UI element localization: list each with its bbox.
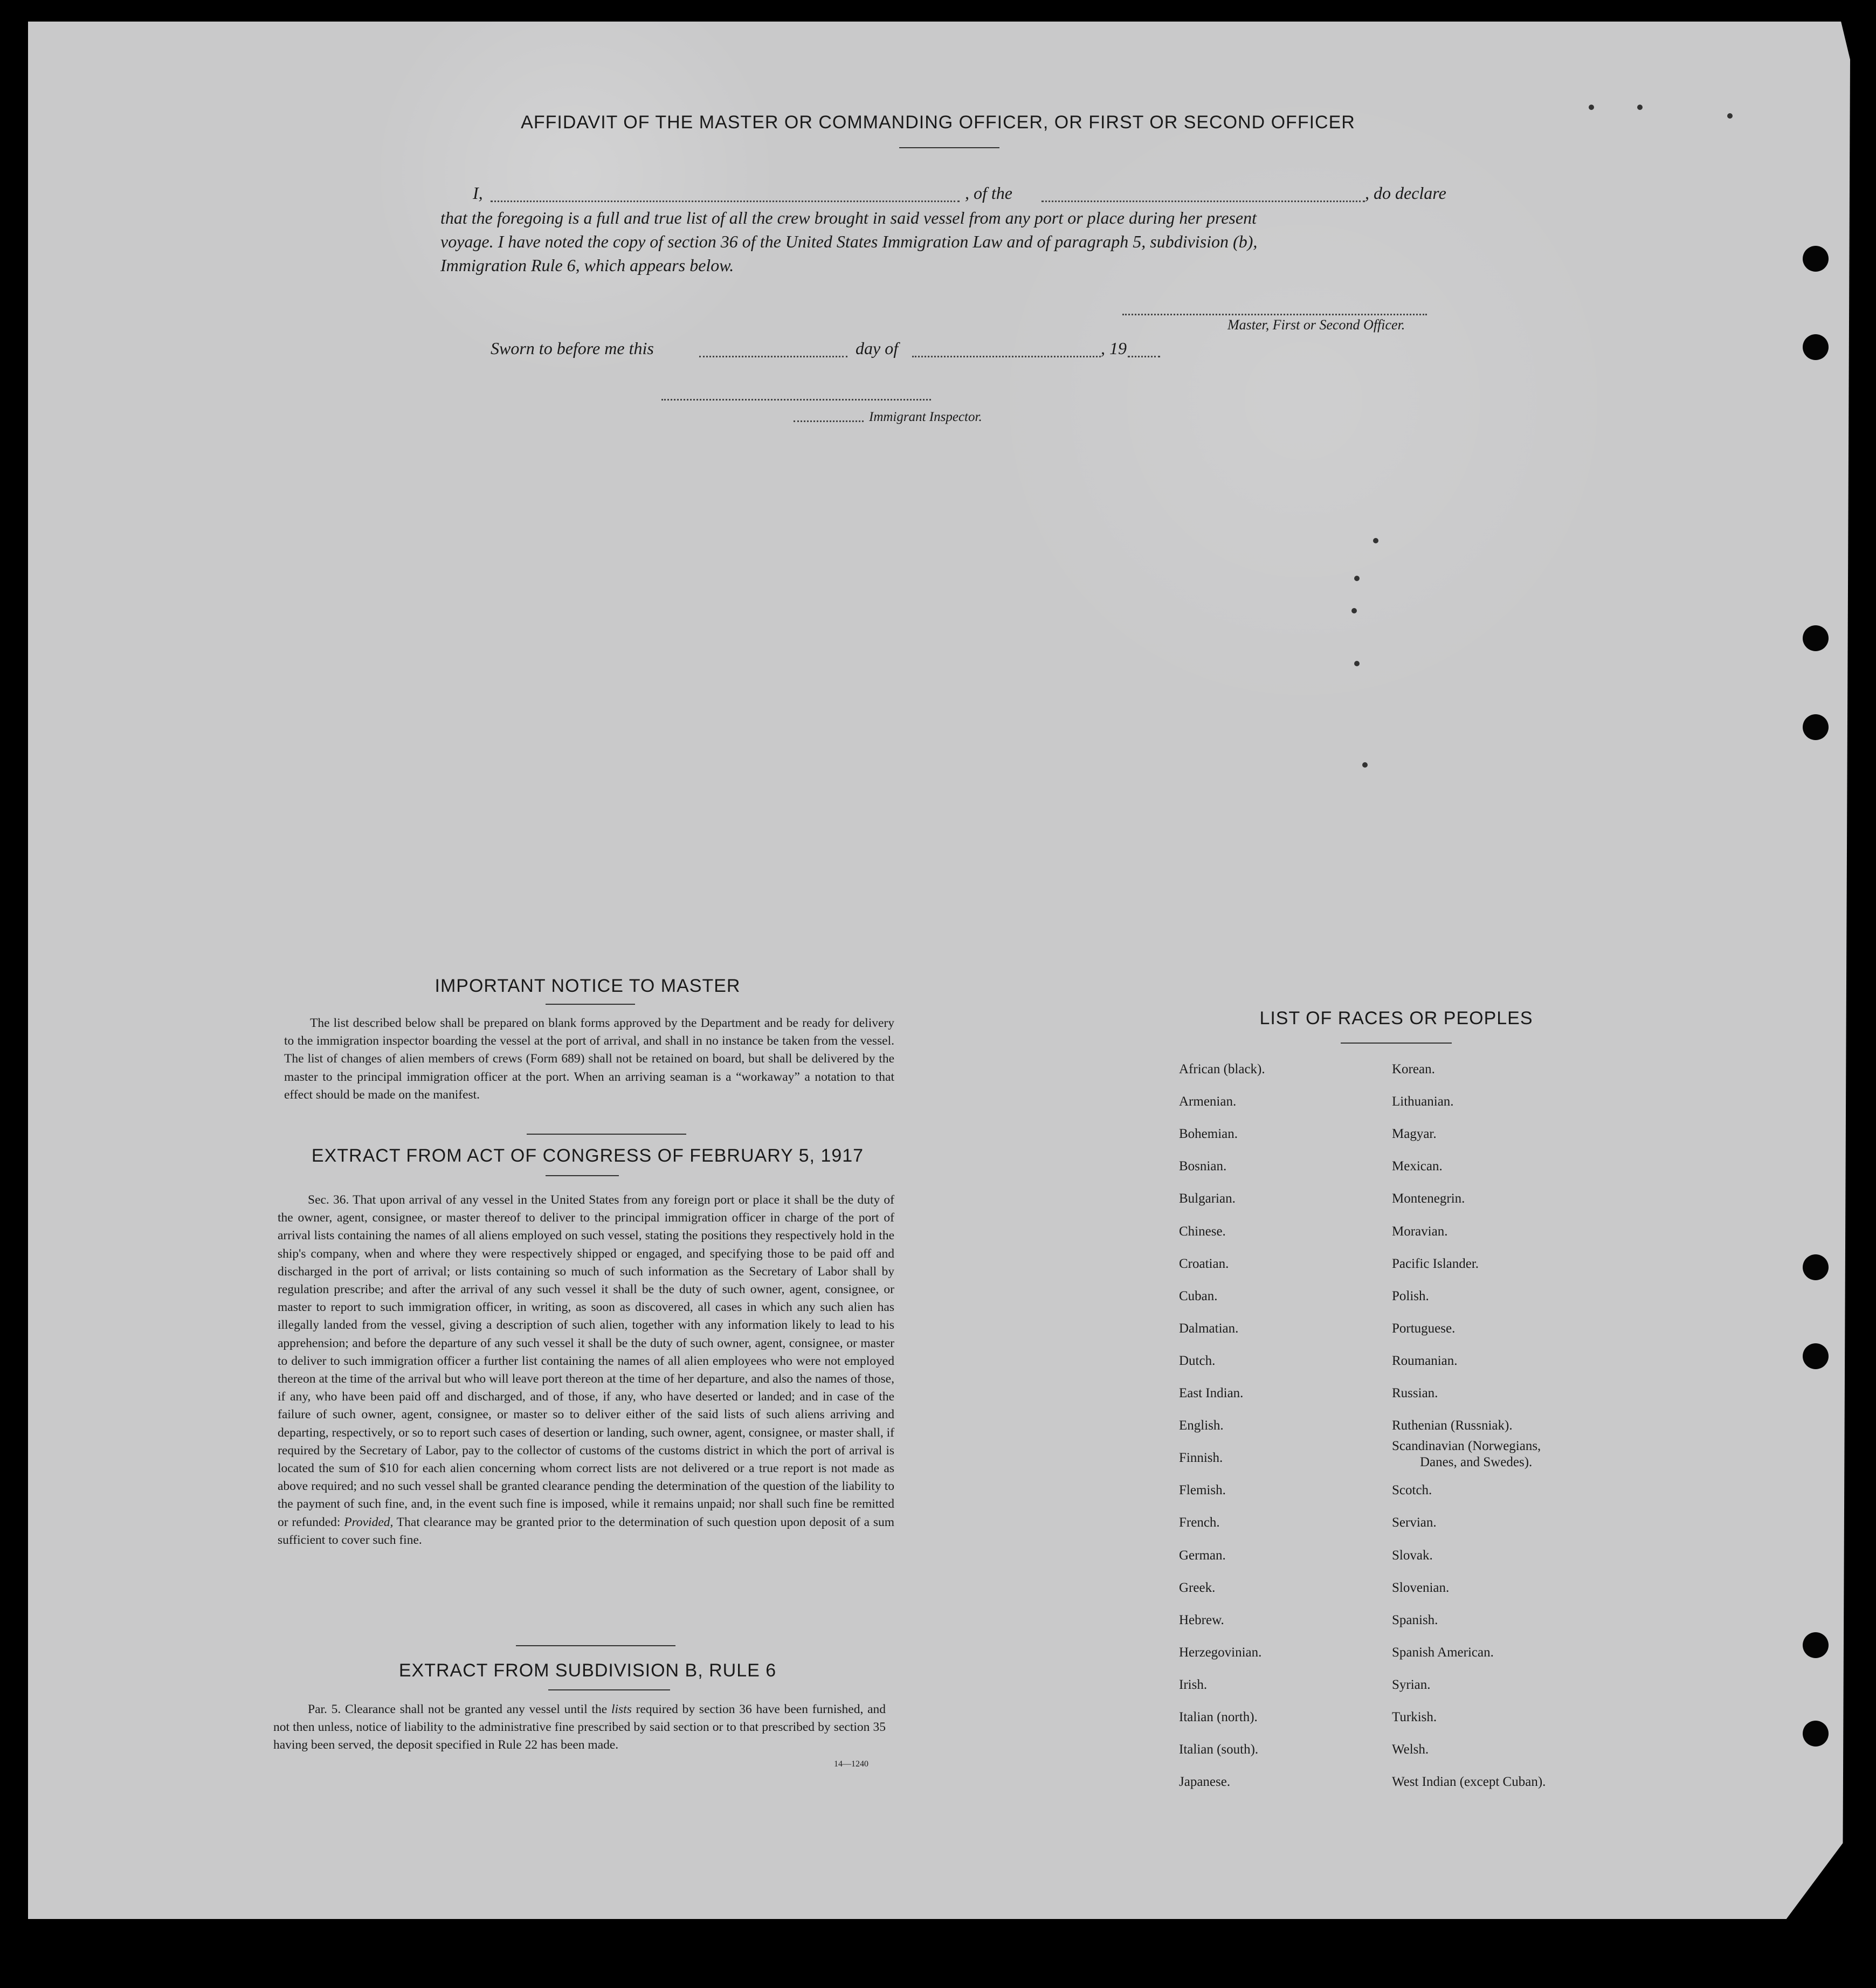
races-title: LIST OF RACES OR PEOPLES (1259, 1008, 1533, 1028)
race-item: Syrian. (1392, 1677, 1431, 1692)
race-item: Armenian. (1179, 1094, 1237, 1109)
inspector-signature-line-short[interactable] (794, 420, 864, 422)
sworn-day-line[interactable] (699, 356, 847, 357)
title-divider (899, 147, 999, 148)
race-item: Portuguese. (1392, 1321, 1456, 1336)
race-item: Irish. (1179, 1677, 1208, 1692)
races-divider (1341, 1043, 1452, 1044)
ink-speck (1351, 608, 1357, 613)
race-item: Spanish. (1392, 1612, 1438, 1627)
par-5-text-end: required by section 36 have been furnished, and not then unless, notice of liability to the administrative fine prescribed by said section or to that prescribed by section 35 having been served, the deposit specified in Rule 22 has been made. (273, 1702, 886, 1752)
race-item: Hebrew. (1179, 1612, 1224, 1627)
race-item-continuation: Danes, and Swedes). (1420, 1455, 1533, 1470)
race-item: Cuban. (1179, 1288, 1218, 1303)
race-item: Bosnian. (1179, 1159, 1227, 1174)
binder-hole (1803, 246, 1829, 272)
affidavit-paragraph-line: that the foregoing is a full and true list of all the crew brought in said vessel from any port or place during her present (440, 208, 1257, 227)
notice-divider (546, 1004, 635, 1005)
act-extract-divider (546, 1175, 619, 1176)
race-item: Italian (south). (1179, 1742, 1259, 1757)
race-item: German. (1179, 1548, 1226, 1563)
race-item: Magyar. (1392, 1127, 1437, 1142)
race-item: Welsh. (1392, 1742, 1429, 1757)
binder-hole (1803, 1721, 1829, 1747)
race-item: Bohemian. (1179, 1127, 1238, 1142)
race-item: French. (1179, 1515, 1220, 1530)
ink-speck (1354, 576, 1360, 581)
inspector-label: Immigrant Inspector. (869, 410, 982, 424)
act-extract-end-divider (516, 1645, 675, 1646)
section-36-text-end: That clearance may be granted prior to the determination of such question upon deposit of a sum sufficient to cover such fine. (278, 1515, 895, 1547)
race-item: Dalmatian. (1179, 1321, 1239, 1336)
race-item: West Indian (except Cuban). (1392, 1775, 1546, 1790)
notice-title: IMPORTANT NOTICE TO MASTER (434, 976, 741, 996)
act-extract-text (278, 1191, 894, 1549)
race-item: Finnish. (1179, 1451, 1223, 1466)
binder-hole (1803, 1343, 1829, 1369)
ink-speck (1354, 661, 1360, 666)
race-item: Russian. (1392, 1386, 1438, 1400)
master-signature-label: Master, First or Second Officer. (1227, 317, 1405, 333)
race-item: Montenegrin. (1392, 1191, 1465, 1206)
sworn-day-of: day of (856, 339, 899, 358)
race-item: East Indian. (1179, 1386, 1244, 1400)
affidavit-paragraph-line: Immigration Rule 6, which appears below. (440, 256, 734, 275)
race-item: Polish. (1392, 1288, 1429, 1303)
race-item: Korean. (1392, 1062, 1435, 1076)
section-36-text: That upon arrival of any vessel in the United States from any foreign port or place it shall be the duty of the owner, agent, consignee, or master thereof to deliver to the principal immigration officer in charge of the port of arrival lists containing the names of all aliens employed on such vessel, stating the positions they respectively hold in the ship's company, when and where they were respectively shipped or engaged, and specifying those to be paid off and discharged in the port of arrival; or lists containing so much of such information as the Secretary of Labor shall by regulation prescribe; and after the arrival of any such vessel it shall be the duty of such owner, agent, consignee, or master to report to such immigration officer, in writing, as soon as discovered, all cases in which any such alien has illegally landed from the vessel, giving a description of such alien, together with any information likely to lead to his apprehension; and before the departure of any such vessel it shall be the duty of such owner, agent, consignee, or master to deliver to such immigration officer a further list containing the names of all alien employees who were not employed thereon at the time of the arrival but who will leave port thereon at the time of her departure, and also the names of those, if any, who have been paid off and discharged, and of those, if any, who have deserted or landed; and in case of the failure of such owner, agent, consignee, or master so to deliver either of the said lists of such aliens arriving and departing, respectively, or so to report such cases of desertion or landing, such owner, agent, consignee, or master shall, if required by the Secretary of Labor, pay to the collector of customs of the customs district in which the port of arrival is located the sum of $10 for each alien concerning whom correct lists are not delivered or a true report is not made as above required; and no such vessel shall be granted clearance pending the determination of the question of the liability to the payment of such fine, and, in the event such fine is imposed, while it remains unpaid; nor shall such fine be remitted or refunded: (278, 1193, 894, 1529)
race-item: English. (1179, 1418, 1224, 1433)
race-item: Bulgarian. (1179, 1191, 1236, 1206)
race-item: Dutch. (1179, 1353, 1216, 1368)
vessel-name-line[interactable] (1042, 201, 1365, 202)
binder-hole (1803, 1254, 1829, 1280)
sworn-month-line[interactable] (912, 356, 1101, 357)
ink-speck (1727, 113, 1733, 119)
lists-word: lists (611, 1702, 632, 1716)
affidavit-title: AFFIDAVIT OF THE MASTER OR COMMANDING OFFICER, OR FIRST OR SECOND OFFICER (521, 112, 1355, 133)
race-item: Italian (north). (1179, 1710, 1258, 1724)
binder-hole (1803, 714, 1829, 740)
race-item: Moravian. (1392, 1224, 1448, 1239)
ink-speck (1637, 105, 1643, 110)
ink-speck (1589, 105, 1594, 110)
rule-extract-text (273, 1701, 886, 1755)
form-number: 14—1240 (834, 1759, 868, 1769)
race-item: Greek. (1179, 1580, 1216, 1595)
par-5-text: Par. 5. Clearance shall not be granted any vessel until the (308, 1702, 608, 1716)
race-item: Roumanian. (1392, 1353, 1458, 1368)
provided-word: Provided, (344, 1515, 394, 1529)
race-item: Ruthenian (Russniak). (1392, 1418, 1513, 1433)
section-label: Sec. 36. (308, 1193, 349, 1207)
affidavit-paragraph-line: voyage. I have noted the copy of section 36 of the United States Immigration Law and of paragraph 5, subdivision (b), (440, 232, 1258, 251)
sworn-year-line[interactable] (1128, 356, 1160, 357)
do-declare-text: , do declare (1365, 183, 1446, 203)
race-item: Slovenian. (1392, 1580, 1450, 1595)
binder-hole (1803, 625, 1829, 651)
race-item: Mexican. (1392, 1159, 1443, 1174)
of-the-text: , of the (965, 183, 1012, 203)
act-extract-title: EXTRACT FROM ACT OF CONGRESS OF FEBRUARY 5, 1917 (311, 1145, 864, 1166)
race-item: Spanish American. (1392, 1645, 1494, 1660)
race-item: Japanese. (1179, 1775, 1231, 1790)
notice-text: The list described below shall be prepared on blank forms approved by the Department and be ready for delivery to the immigration inspector boarding the vessel at the port of arrival, and shall in no instance be taken from the vessel. The list of changes of alien members of crews (Form 689) shall not be retained on board, but shall be delivered by the master to the principal immigration officer at the port. When an arriving seaman is a “workaway” a notation to that effect should be made on the manifest. (284, 1016, 894, 1102)
race-item: Flemish. (1179, 1483, 1226, 1498)
race-item: Scotch. (1392, 1483, 1432, 1498)
race-item: Turkish. (1392, 1710, 1437, 1724)
race-item: Chinese. (1179, 1224, 1226, 1239)
binder-hole (1803, 1632, 1829, 1658)
sworn-year: , 19 (1101, 339, 1127, 358)
affiant-name-line[interactable] (491, 201, 960, 202)
ink-speck (1373, 538, 1378, 543)
rule-extract-title: EXTRACT FROM SUBDIVISION B, RULE 6 (398, 1660, 777, 1681)
inspector-signature-line[interactable] (661, 399, 931, 401)
race-item: Slovak. (1392, 1548, 1433, 1563)
sworn-prefix: Sworn to before me this (491, 339, 654, 358)
race-item: African (black). (1179, 1062, 1265, 1076)
binder-hole (1803, 334, 1829, 360)
race-item: Pacific Islander. (1392, 1256, 1479, 1271)
rule-extract-divider (548, 1689, 670, 1690)
ink-speck (1362, 762, 1368, 768)
race-item: Servian. (1392, 1515, 1437, 1530)
form-sheet (28, 22, 1850, 1919)
affiant-prefix: I, (473, 183, 483, 203)
notice-end-divider (527, 1134, 686, 1135)
race-item: Croatian. (1179, 1256, 1229, 1271)
race-item: Lithuanian. (1392, 1094, 1454, 1109)
race-item: Scandinavian (Norwegians, (1392, 1439, 1541, 1454)
race-item: Herzegovinian. (1179, 1645, 1262, 1660)
master-signature-line[interactable] (1122, 314, 1427, 315)
